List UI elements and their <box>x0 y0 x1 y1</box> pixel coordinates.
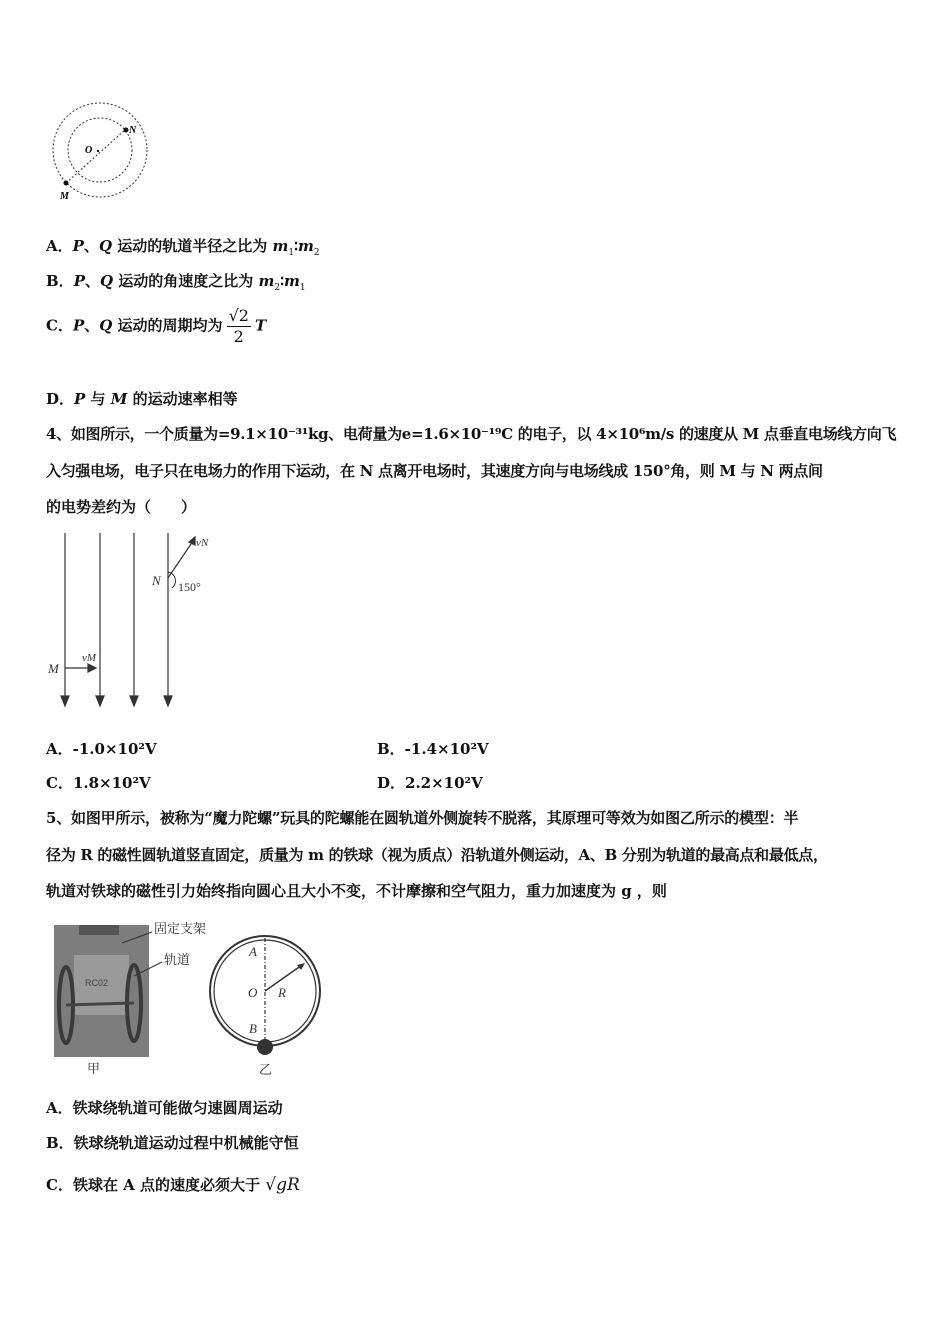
sqrt-gR: √gR <box>265 1175 300 1195</box>
vM-arrowhead <box>88 664 96 672</box>
q4-option-d[interactable]: D．2.2×10²V <box>377 774 483 792</box>
label-N: N <box>129 125 137 136</box>
q3-option-c[interactable]: C．P、Q 运动的周期均为 $\frac{√2}{2}$ T <box>46 306 267 346</box>
q4-stem-line1: 4、如图所示，一个质量为=9.1×10⁻³¹kg、电荷量为e=1.6×10⁻¹⁹C 的电子，以 4×10⁶m/s 的速度从 M 点垂直电场线方向飞 <box>46 425 897 443</box>
q5-stem-line2: 径为 R 的磁性圆轨道竖直固定，质量为 m 的铁球（视为质点）沿轨道外侧运动，A、B 分别为轨道的最高点和最低点， <box>46 846 828 864</box>
label-vM: vM <box>82 652 97 664</box>
orbit-figure <box>40 95 170 210</box>
label-O: O <box>248 985 258 1000</box>
track-pointer <box>134 962 162 976</box>
electric-field-figure <box>40 528 240 713</box>
q4-stem-line3: 的电势差约为（ ） <box>46 498 197 516</box>
label-vN: vN <box>196 537 209 549</box>
label-R: R <box>278 985 286 1000</box>
label-bracket: 固定支架 <box>154 922 207 937</box>
vN-arrowhead <box>189 537 195 545</box>
q5-option-b[interactable]: B．铁球绕轨道运动过程中机械能守恒 <box>46 1134 299 1152</box>
q5-option-a[interactable]: A．铁球绕轨道可能做匀速圆周运动 <box>46 1099 283 1117</box>
label-jia: 甲 <box>87 1062 101 1077</box>
q4-option-c[interactable]: C．1.8×10²V <box>46 774 151 792</box>
q5-stem-line1: 5、如图甲所示，被称为“魔力陀螺”玩具的陀螺能在圆轨道外侧旋转不脱落，其原理可等效为如图乙所示的模型：半 <box>46 809 799 827</box>
label-M: M <box>48 661 59 676</box>
label-N: N <box>152 573 161 588</box>
label-track: 轨道 <box>164 953 191 968</box>
field-arrow-1 <box>61 696 69 706</box>
bracket-pointer <box>122 932 152 943</box>
q4-stem-line2: 入匀强电场，电子只在电场力的作用下运动，在 N 点离开电场时，其速度方向与电场线成 150°角，则 M 与 N 两点间 <box>46 462 823 480</box>
radius-arrowhead <box>297 963 305 970</box>
q3-option-b[interactable]: B．P、Q 运动的角速度之比为 $m_2∶m_1$ <box>46 272 306 293</box>
label-B: B <box>249 1021 257 1036</box>
track-figure <box>205 925 330 1080</box>
field-arrow-2 <box>96 696 104 706</box>
inner-orbit <box>68 118 132 182</box>
vN-arrow <box>168 541 193 578</box>
label-angle: 150° <box>178 580 201 594</box>
q3-option-a[interactable]: A．P、Q 运动的轨道半径之比为 $m_1∶m_2$ <box>46 237 320 258</box>
q5-stem-line3: 轨道对铁球的磁性引力始终指向圆心且大小不变，不计摩擦和空气阻力，重力加速度为 g ，则 <box>46 882 667 900</box>
fraction-sqrt2-over-2: $\frac{√2}{2}$ <box>228 306 249 346</box>
q3-option-d[interactable]: D．P 与 M 的运动速率相等 <box>46 390 238 408</box>
q5-option-c[interactable] <box>46 1175 300 1195</box>
angle-arc <box>168 572 176 588</box>
label-A: A <box>249 944 257 959</box>
q5-option-c-text: C．铁球在 A 点的速度必须大于 <box>46 1176 261 1194</box>
label-M: M <box>60 191 69 202</box>
iron-ball <box>257 1039 273 1055</box>
field-arrow-3 <box>130 696 138 706</box>
q4-option-b[interactable]: B．-1.4×10²V <box>377 740 489 758</box>
photo-text: RC02 <box>85 978 109 988</box>
label-yi: 乙 <box>259 1063 273 1078</box>
q4-option-a[interactable]: A．-1.0×10²V <box>46 740 157 758</box>
label-O: O <box>85 145 93 156</box>
diameter-line <box>66 129 126 183</box>
field-arrow-4 <box>164 696 172 706</box>
center-O <box>97 150 99 152</box>
point-M <box>64 181 69 186</box>
point-N <box>124 128 129 133</box>
